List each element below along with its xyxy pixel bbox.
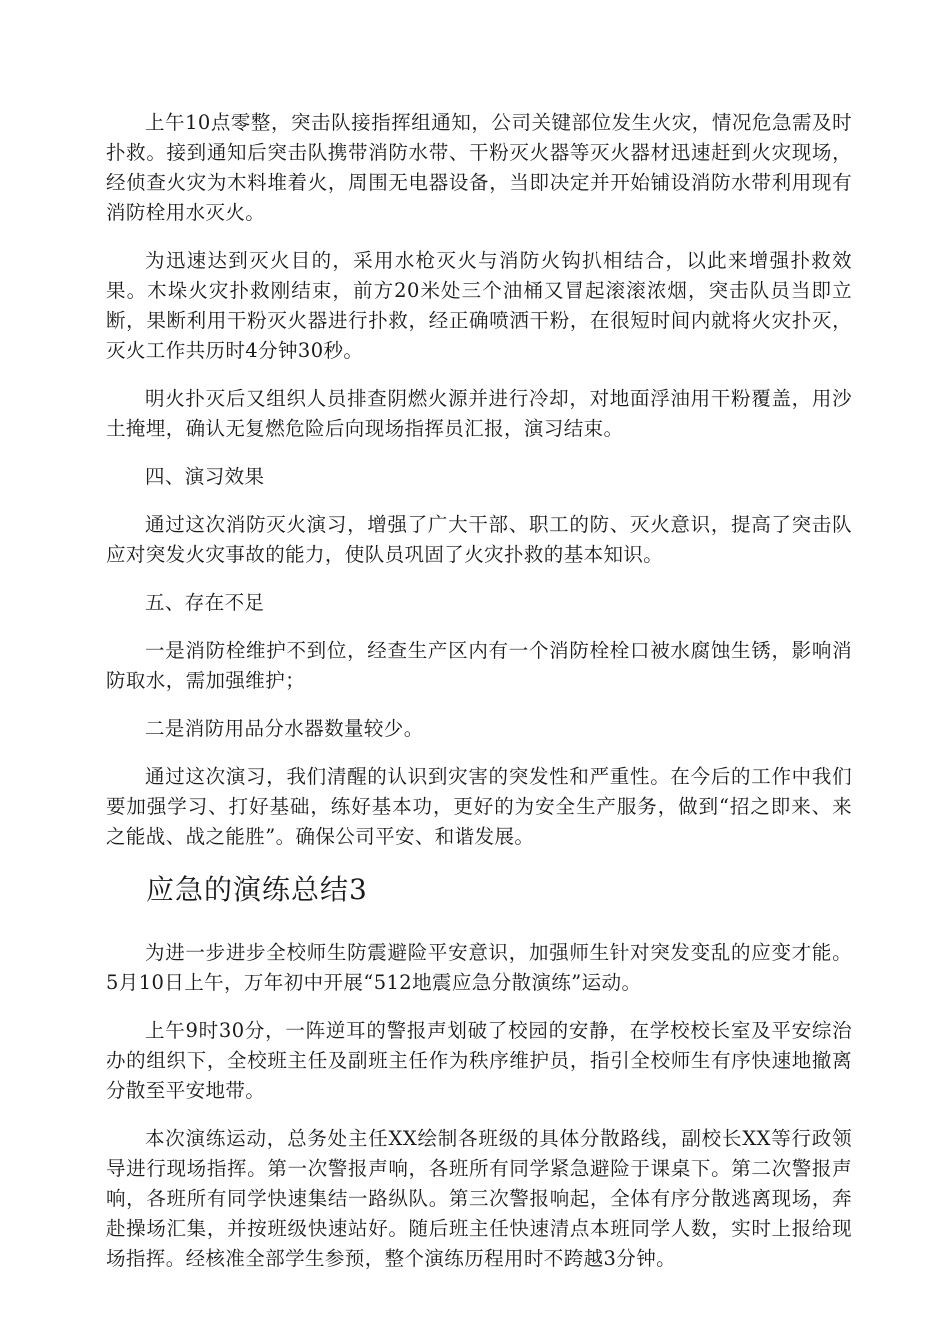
paragraph-drill-effect: 通过这次消防灭火演习，增强了广大干部、职工的防、灭火意识，提高了突击队应对突发火灾事故的能力，使队员巩固了火灾扑救的基本知识。 [106,513,852,566]
paragraph-drill-end: 明火扑灭后又组织人员排查阴燃火源并进行冷却，对地面浮油用干粉覆盖，用沙土掩埋，确认无复燃危险后向现场指挥员汇报，演习结束。 [106,387,852,440]
paragraph-earthquake-process: 本次演练运动，总务处主任XX绘制各班级的具体分散路线，副校长XX等行政领导进行现场指挥。第一次警报声响，各班所有同学紧急避险于课桌下。第二次警报声响，各班所有同学快速集结一路纵队。第三次警报响起，全体有序分散逃离现场，奔赴操场汇集，并按班级快速站好。随后班主任快速清点本班同学人数，实时上报给现场指挥。经核准全部学生参预，整个演练历程用时不跨越3分钟。 [106,1127,852,1270]
subheading-shortcomings: 五、存在不足 [145,591,265,614]
paragraph-shortcoming-1: 一是消防栓维护不到位，经查生产区内有一个消防栓栓口被水腐蚀生锈，影响消防取水，需加强维护； [106,639,852,692]
section-heading: 应急的演练总结3 [146,873,368,906]
paragraph-earthquake-alarm: 上午9时30分，一阵逆耳的警报声划破了校园的安静，在学校校长室及平安综治办的组织下，全校班主任及副班主任作为秩序维护员，指引全校师生有序快速地撤离分散至平安地带。 [106,1019,852,1102]
paragraph-earthquake-intro: 为进一步进步全校师生防震避险平安意识，加强师生针对突发变乱的应变才能。5月10日上午，万年初中开展“512地震应急分散演练”运动。 [106,941,852,994]
paragraph-shortcoming-2: 二是消防用品分水器数量较少。 [145,717,424,740]
paragraph-fire-suppression: 为迅速达到灭火目的，采用水枪灭火与消防火钩扒相结合，以此来增强扑救效果。木垛火灾扑救刚结束，前方20米处三个油桶又冒起滚滚浓烟，突击队员当即立断，果断利用干粉灭火器进行扑救，经正确喷洒干粉，在很短时间内就将火灾扑灭，灭火工作共历时4分钟30秒。 [106,249,852,362]
paragraph-conclusion: 通过这次演习，我们清醒的认识到灾害的突发性和严重性。在今后的工作中我们要加强学习、打好基础，练好基本功，更好的为安全生产服务，做到“招之即来、来之能战、战之能胜”。确保公司平安、和谐发展。 [106,765,852,848]
document-body [106,108,852,1292]
paragraph-fire-alarm: 上午10点零整，突击队接指挥组通知，公司关键部位发生火灾，情况危急需及时扑救。接到通知后突击队携带消防水带、干粉灭火器等灭火器材迅速赶到火灾现场，经侦查火灾为木料堆着火，周围无电器设备，当即决定并开始铺设消防水带利用现有消防栓用水灭火。 [106,111,852,224]
subheading-drill-effect: 四、演习效果 [145,465,265,488]
